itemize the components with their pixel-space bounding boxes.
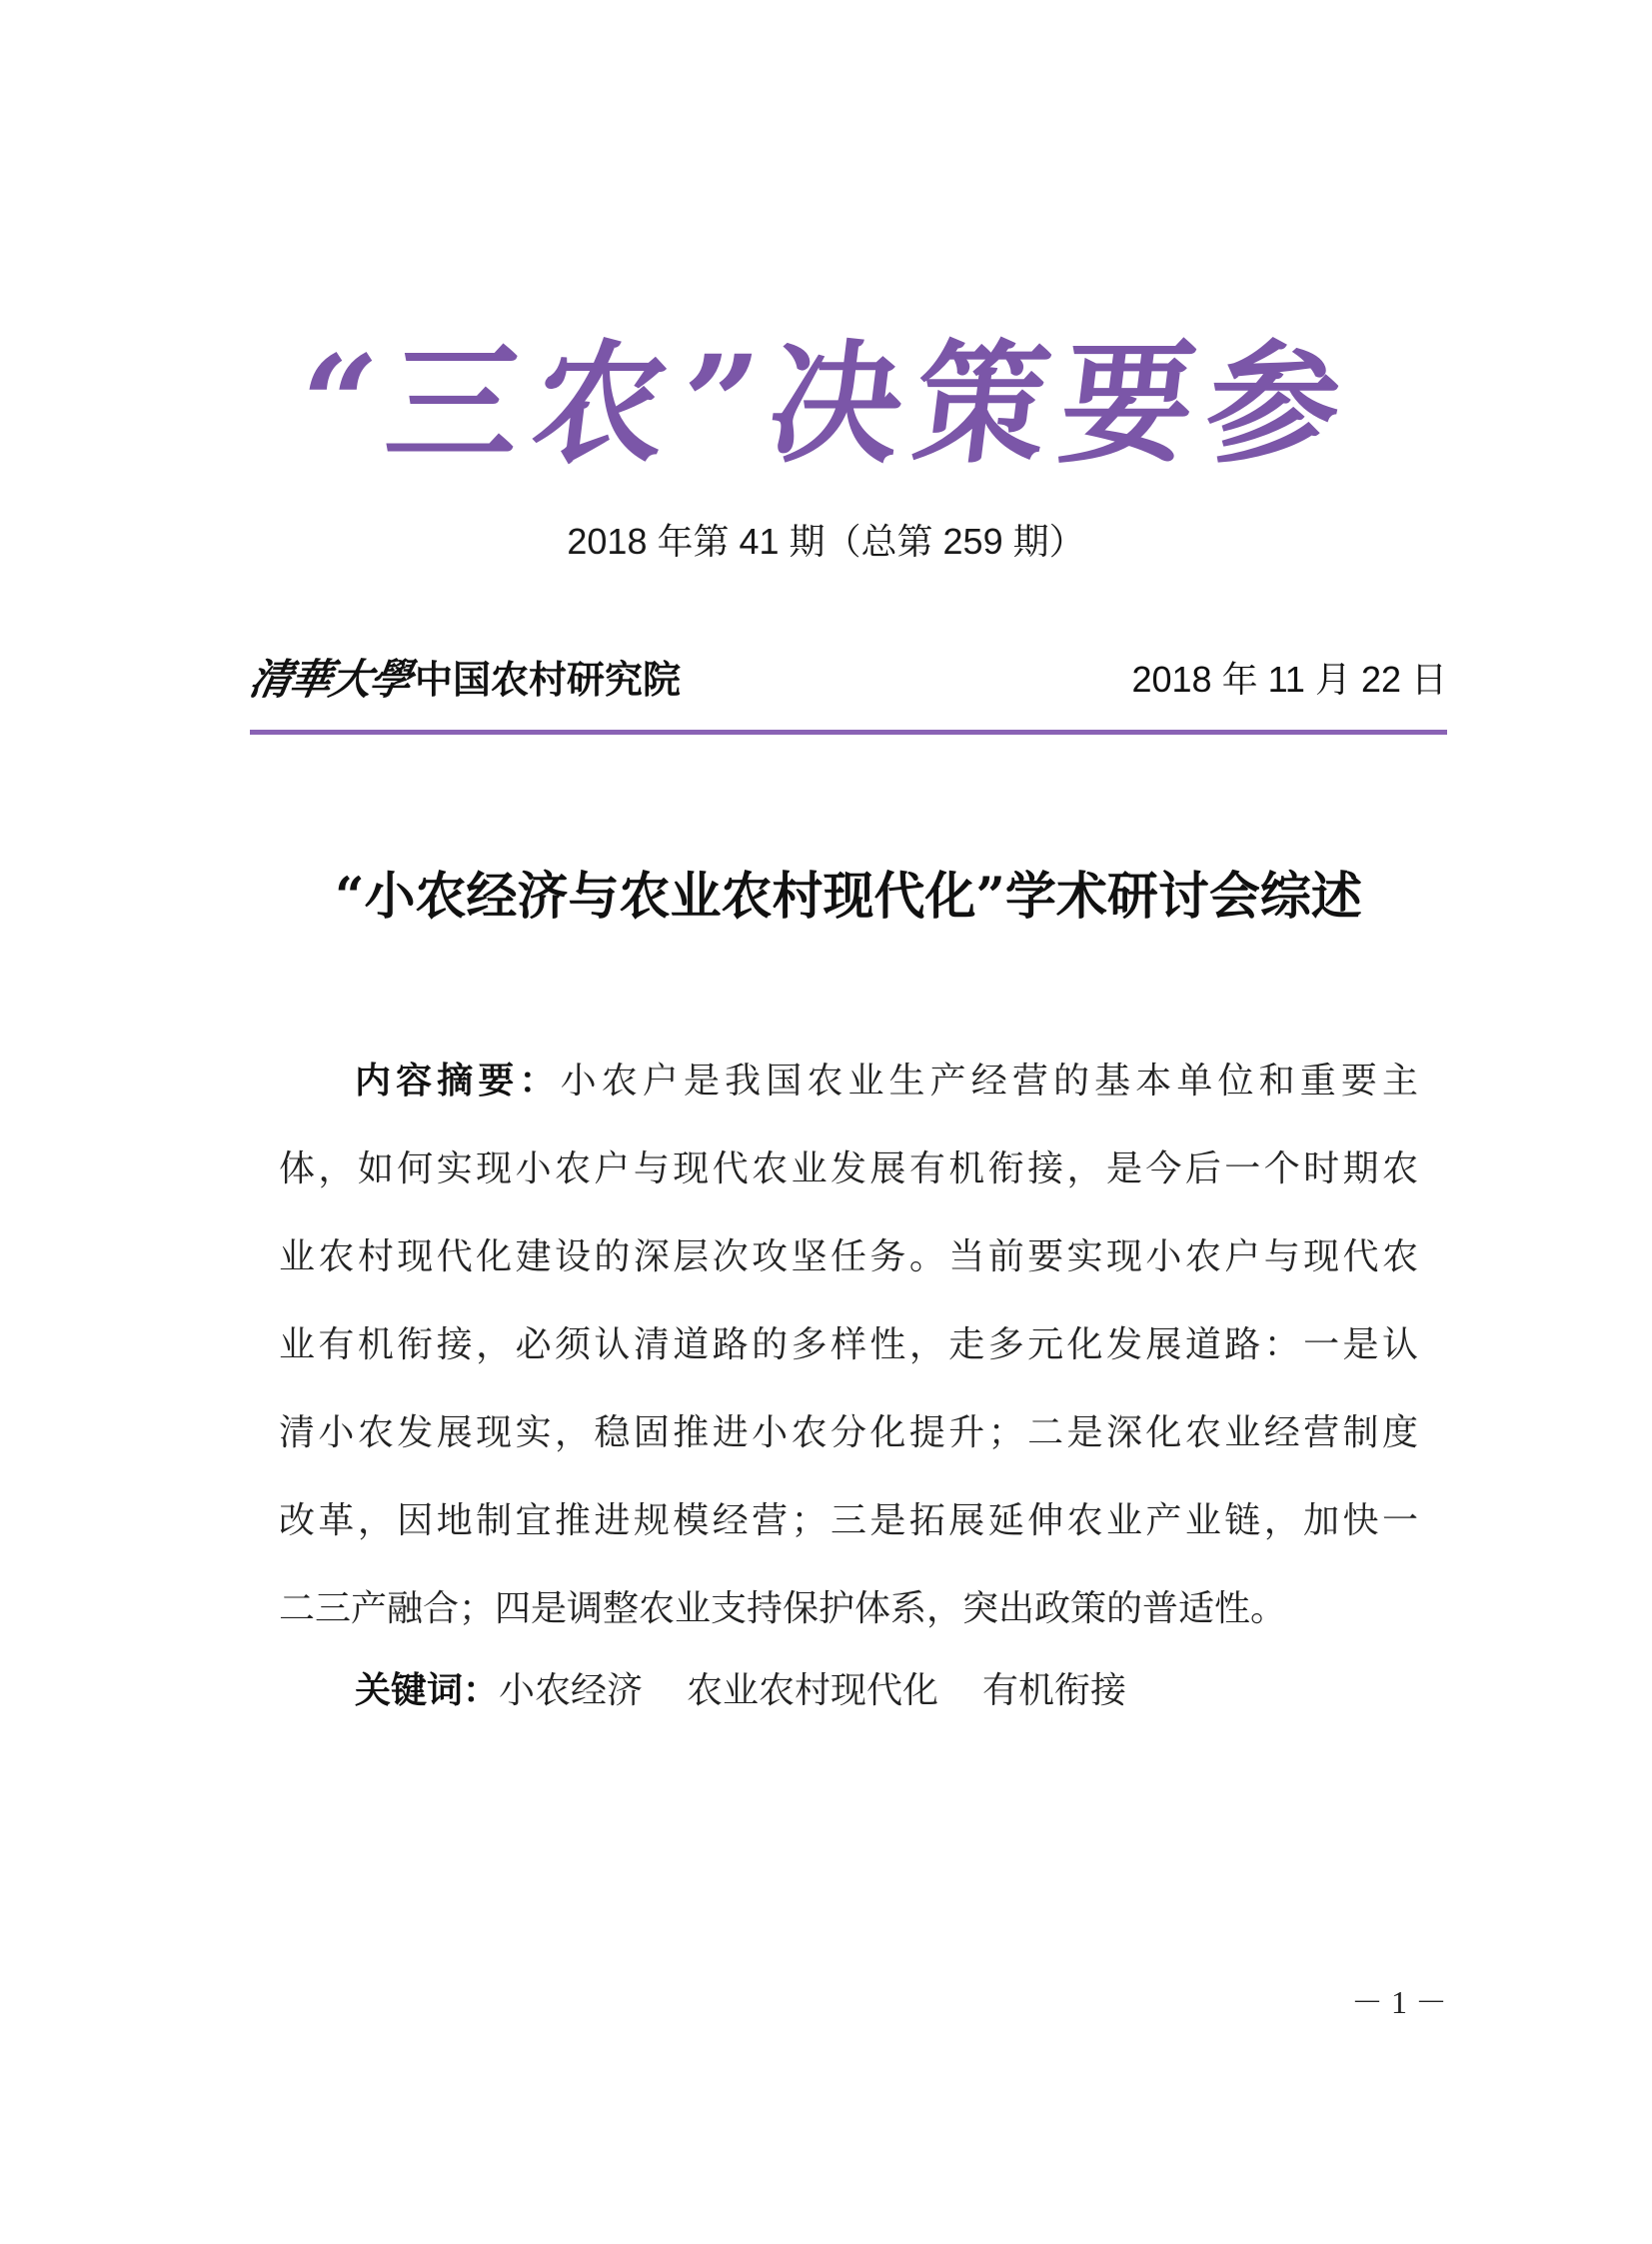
abstract-line <box>279 1052 1418 1139</box>
abstract-line: 二三产融合；四是调整农业支持保护体系，突出政策的普适性。 <box>279 1588 1287 1629</box>
keywords-label: 关键词： <box>355 1670 500 1711</box>
masthead-title: “三农”决策要参 <box>289 327 1363 482</box>
keyword: 农业农村现代化 <box>687 1670 939 1711</box>
keyword: 有机衔接 <box>982 1670 1127 1711</box>
institute-name: 中国农村研究院 <box>415 657 682 702</box>
publication-date: 2018 年 11 月 22 日 <box>1131 659 1447 700</box>
issue-number: 2018 年第 41 期（总第 259 期） <box>567 521 1085 562</box>
page-number: － 1 － <box>1350 1984 1447 2020</box>
abstract-line: 清小农发展现实，稳固推进小农分化提升；二是深化农业经营制度 <box>279 1412 1418 1453</box>
abstract-line: 业农村现代化建设的深层次攻坚任务。当前要实现小农户与现代农 <box>279 1236 1418 1277</box>
abstract-label: 内容摘要： <box>355 1061 561 1102</box>
abstract <box>279 1052 1418 1667</box>
abstract-line: 业有机衔接，必须认清道路的多样性，走多元化发展道路：一是认 <box>279 1324 1418 1365</box>
abstract-line: 改革，因地制宜推进规模经营；三是拓展延伸农业产业链，加快一 <box>279 1500 1418 1541</box>
abstract-text: 小农户是我国农业生产经营的基本单位和重要主 <box>560 1061 1418 1102</box>
university-logo: 清華大學 <box>245 655 415 704</box>
header-divider <box>250 730 1447 735</box>
keywords <box>355 1661 1170 1721</box>
article-title: “小农经济与农业农村现代化”学术研讨会综述 <box>335 867 1362 927</box>
abstract-line: 体，如何实现小农户与现代农业发展有机衔接，是今后一个时期农 <box>279 1148 1418 1189</box>
keyword: 小农经济 <box>499 1670 644 1711</box>
institute-row <box>245 650 1447 710</box>
